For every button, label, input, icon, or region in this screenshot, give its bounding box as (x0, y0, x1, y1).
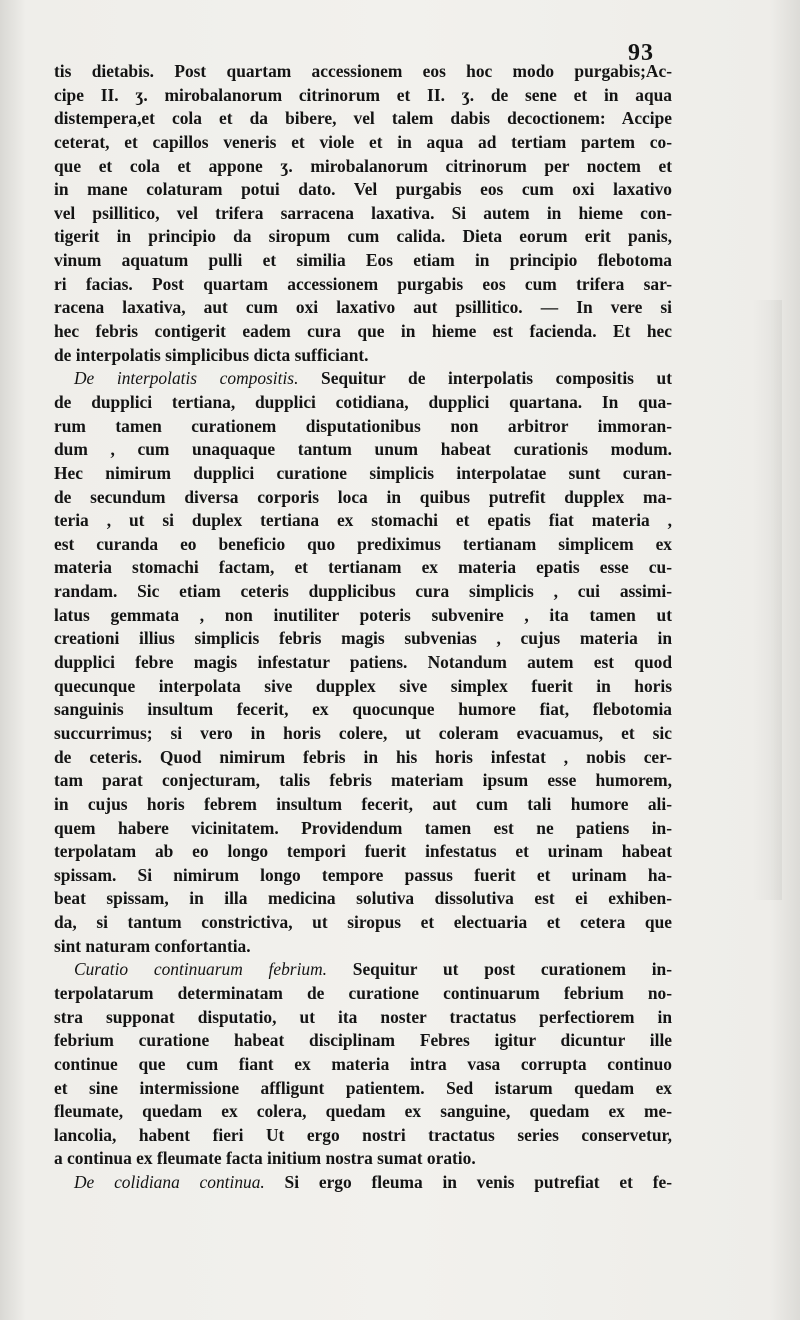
section-heading: De interpolatis compositis. (74, 368, 299, 389)
line-text: tam parat conjecturam, talis febris materiam ipsum esse humorem, (54, 770, 672, 791)
section-heading: Curatio continuarum febrium. (74, 959, 327, 980)
line-text: latus gemmata , non inutiliter poteris subvenire , ita tamen ut (54, 604, 672, 625)
section-heading: De colidiana continua. (74, 1172, 265, 1193)
text-line (54, 415, 672, 439)
text-line (54, 225, 672, 249)
line-text: de secundum diversa corporis loca in quibus putrefit dupplex ma- (54, 486, 672, 507)
text-line (54, 60, 672, 84)
text-line (54, 958, 672, 982)
text-line (54, 817, 672, 841)
text-line (54, 202, 672, 226)
line-text: randam. Sic etiam ceteris dupplicibus cura simplicis , cui assimi- (54, 581, 672, 602)
text-line (54, 982, 672, 1006)
line-text: de dupplici tertiana, dupplici cotidiana, dupplici quartana. In qua- (54, 391, 672, 412)
line-text: succurrimus; si vero in horis colere, ut coleram evacuamus, et sic (54, 722, 672, 743)
text-line (54, 1029, 672, 1053)
line-text: ri facias. Post quartam accessionem purgabis eos cum trifera sar- (54, 273, 672, 294)
text-line (54, 178, 672, 202)
text-line (54, 793, 672, 817)
text-line (54, 1124, 672, 1148)
line-text: in mane colaturam potui dato. Vel purgabis eos cum oxi laxativo (54, 179, 672, 200)
text-line (54, 580, 672, 604)
text-line (54, 155, 672, 179)
line-text: hec febris contigerit eadem cura que in hieme est facienda. Et hec (54, 321, 672, 342)
body-text (54, 60, 672, 1195)
text-line (54, 864, 672, 888)
text-line (54, 249, 672, 273)
line-text: a continua ex fleumate facta initium nostra sumat oratio. (54, 1148, 476, 1169)
line-text: lancolia, habent fieri Ut ergo nostri tractatus series conservetur, (54, 1124, 672, 1145)
text-line (54, 344, 672, 368)
text-line (54, 320, 672, 344)
text-line (54, 367, 672, 391)
text-line (54, 273, 672, 297)
line-text: et sine intermissione affligunt patientem. Sed istarum quedam ex (54, 1077, 672, 1098)
text-line (54, 1077, 672, 1101)
text-line (54, 533, 672, 557)
line-text: quem habere vicinitatem. Providendum tamen est ne patiens in- (54, 817, 672, 838)
line-text: vel psillitico, vel trifera sarracena laxativa. Si autem in hieme con- (54, 202, 672, 223)
line-text: da, si tantum constrictiva, ut siropus et electuaria et cetera que (54, 912, 672, 933)
text-line (54, 911, 672, 935)
text-line (54, 1147, 672, 1171)
line-text: dupplici febre magis infestatur patiens. Notandum autem est quod (54, 652, 672, 673)
line-text: tis dietabis. Post quartam accessionem eos hoc modo purgabis;Ac- (54, 61, 672, 81)
line-text: ceterat, et capillos veneris et viole et in aqua ad tertiam partem co- (54, 131, 672, 152)
line-text: stra supponat disputatio, ut ita noster tractatus perfectiorem in (54, 1006, 672, 1027)
line-text: que et cola et appone ʒ. mirobalanorum citrinorum per noctem et (54, 155, 672, 176)
line-text: cipe II. ʒ. mirobalanorum citrinorum et II. ʒ. de sene et in aqua (54, 84, 672, 105)
line-text: sint naturam confortantia. (54, 935, 251, 956)
text-line (54, 1053, 672, 1077)
text-line (54, 391, 672, 415)
page-number: 93 (628, 40, 654, 66)
text-line (54, 769, 672, 793)
line-text: est curanda eo beneficio quo prediximus tertianam simplicem ex (54, 533, 672, 554)
text-line (54, 604, 672, 628)
text-line (54, 486, 672, 510)
text-line (54, 84, 672, 108)
text-line (54, 722, 672, 746)
line-text: de interpolatis simplicibus dicta sufficiant. (54, 344, 369, 365)
text-line (54, 840, 672, 864)
line-text: fleumate, quedam ex colera, quedam ex sanguine, quedam ex me- (54, 1101, 672, 1122)
line-text: spissam. Si nimirum longo tempore passus fuerit et urinam ha- (54, 864, 672, 885)
text-line (54, 698, 672, 722)
line-text: vinum aquatum pulli et similia Eos etiam in principio flebotoma (54, 250, 672, 271)
line-text: Sequitur ut post curationem in- (327, 959, 672, 980)
line-text: Hec nimirum dupplici curatione simplicis interpolatae sunt curan- (54, 462, 672, 483)
text-line (54, 1006, 672, 1030)
line-text: distempera,et cola et da bibere, vel talem dabis decoctionem: Accipe (54, 108, 672, 129)
line-text: beat spissam, in illa medicina solutiva dissolutiva est ei exhiben- (54, 888, 672, 909)
line-text: dum , cum unaquaque tantum unum habeat curationis modum. (54, 439, 672, 460)
line-text: sanguinis insultum fecerit, ex quocunque humore fiat, flebotomia (54, 699, 672, 720)
line-text: continue que cum fiant ex materia intra vasa corrupta continuo (54, 1053, 672, 1074)
text-line (54, 675, 672, 699)
line-text: de ceteris. Quod nimirum febris in his horis infestat , nobis cer- (54, 746, 672, 767)
text-line (54, 627, 672, 651)
text-line (54, 746, 672, 770)
text-line (54, 1171, 672, 1195)
text-line (54, 509, 672, 533)
line-text: materia stomachi factam, et tertianam ex materia epatis esse cu- (54, 557, 672, 578)
line-text: rum tamen curationem disputationibus non arbitror immoran- (54, 415, 672, 436)
line-text: terpolatam ab eo longo tempori fuerit infestatus et urinam habeat (54, 841, 672, 862)
line-text: creationi illius simplicis febris magis subvenias , cujus materia in (54, 628, 672, 649)
text-line (54, 1100, 672, 1124)
text-line (54, 296, 672, 320)
text-line (54, 556, 672, 580)
line-text: racena laxativa, aut cum oxi laxativo aut psillitico. — In vere si (54, 297, 672, 318)
text-line (54, 131, 672, 155)
line-text: quecunque interpolata sive dupplex sive simplex fuerit in horis (54, 675, 672, 696)
line-text: Sequitur de interpolatis compositis ut (298, 368, 672, 389)
text-line (54, 887, 672, 911)
text-line (54, 651, 672, 675)
text-line (54, 107, 672, 131)
line-text: terpolatarum determinatam de curatione continuarum febrium no- (54, 982, 672, 1003)
line-text: tigerit in principio da siropum cum calida. Dieta eorum erit panis, (54, 226, 672, 247)
line-text: in cujus horis febrem insultum fecerit, aut cum tali humore ali- (54, 793, 672, 814)
line-text: teria , ut si duplex tertiana ex stomachi et epatis fiat materia , (54, 510, 672, 531)
text-line (54, 462, 672, 486)
text-line (54, 438, 672, 462)
line-text: Si ergo fleuma in venis putrefiat et fe- (264, 1172, 672, 1193)
line-text: febrium curatione habeat disciplinam Febres igitur dicuntur ille (54, 1030, 672, 1051)
text-line (54, 935, 672, 959)
page-shadow (752, 300, 782, 900)
